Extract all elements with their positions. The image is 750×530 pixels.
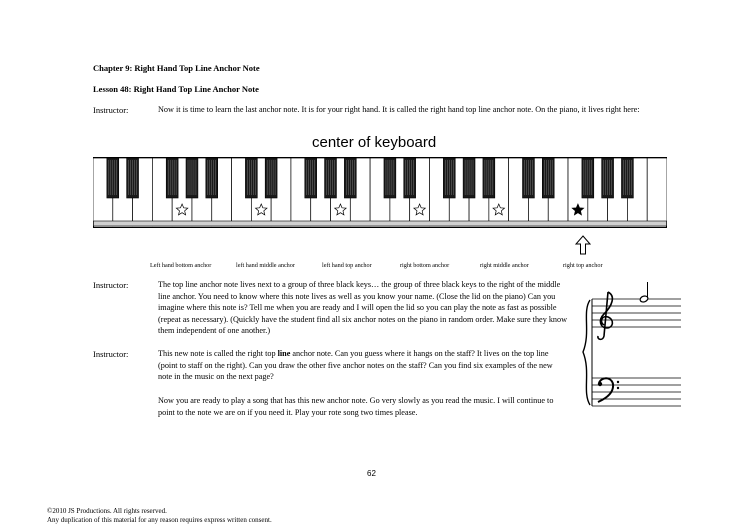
bass-clef-icon bbox=[598, 378, 619, 402]
paragraph: The top line anchor note lives next to a group of three black keys… the group of three black keys to the right of the middle line anchor. You need to know where this note lives as well as you know your name. (Close the lid on the piano) Can you imagine where this note is? Tell me when you are ready and I will open the lid so you can play the note as fast as possible (repeat as necessary). (Quickly have the student find all six anchor notes on the piano in random order. Make sure they know them independent of one another.) bbox=[158, 280, 568, 336]
page-number: 62 bbox=[367, 469, 376, 478]
keyboard-label: left hand top anchor bbox=[322, 262, 372, 269]
lesson-title: Lesson 48: Right Hand Top Line Anchor Note bbox=[93, 84, 259, 94]
half-note-icon bbox=[639, 282, 648, 303]
speaker-label: Instructor: bbox=[93, 349, 129, 359]
speaker-label: Instructor: bbox=[93, 105, 129, 115]
white-key bbox=[647, 158, 667, 226]
duplication-notice: Any duplication of this material for any reason requires express written consent. bbox=[47, 516, 272, 524]
up-arrow-icon bbox=[575, 235, 591, 255]
keyboard-label: Left hand bottom anchor bbox=[150, 262, 212, 269]
keyboard-label: right bottom anchor bbox=[400, 262, 450, 269]
chapter-title: Chapter 9: Right Hand Top Line Anchor Note bbox=[93, 63, 260, 73]
piano-keyboard bbox=[93, 157, 667, 232]
grand-staff bbox=[582, 282, 682, 422]
paragraph: This new note is called the right top line anchor note. Can you guess where it hangs on the staff? It lives on the top line (point to staff on the right). Can you draw the other five anchor notes on the staff? Can you find six examples of the new note in the music on the next page? bbox=[158, 349, 553, 382]
speaker-label: Instructor: bbox=[93, 280, 129, 290]
keyboard-title: center of keyboard bbox=[312, 134, 437, 151]
keyboard-label: right top anchor bbox=[563, 262, 603, 269]
keyboard-rail bbox=[94, 221, 667, 226]
paragraph: Now you are ready to play a song that has this new anchor note. Go very slowly as you read the music. I will continue to point to the note we are on if you need it. Play your rote song two times please. bbox=[158, 396, 554, 417]
copyright-line: ©2010 JS Productions. All rights reserved. bbox=[47, 507, 167, 515]
keyboard-label: right middle anchor bbox=[480, 262, 529, 269]
keyboard-label: left hand middle anchor bbox=[236, 262, 295, 269]
intro-paragraph: Now it is time to learn the last anchor note. It is for your right hand. It is called the right hand top line anchor note. On the piano, it lives right here: bbox=[158, 105, 640, 114]
